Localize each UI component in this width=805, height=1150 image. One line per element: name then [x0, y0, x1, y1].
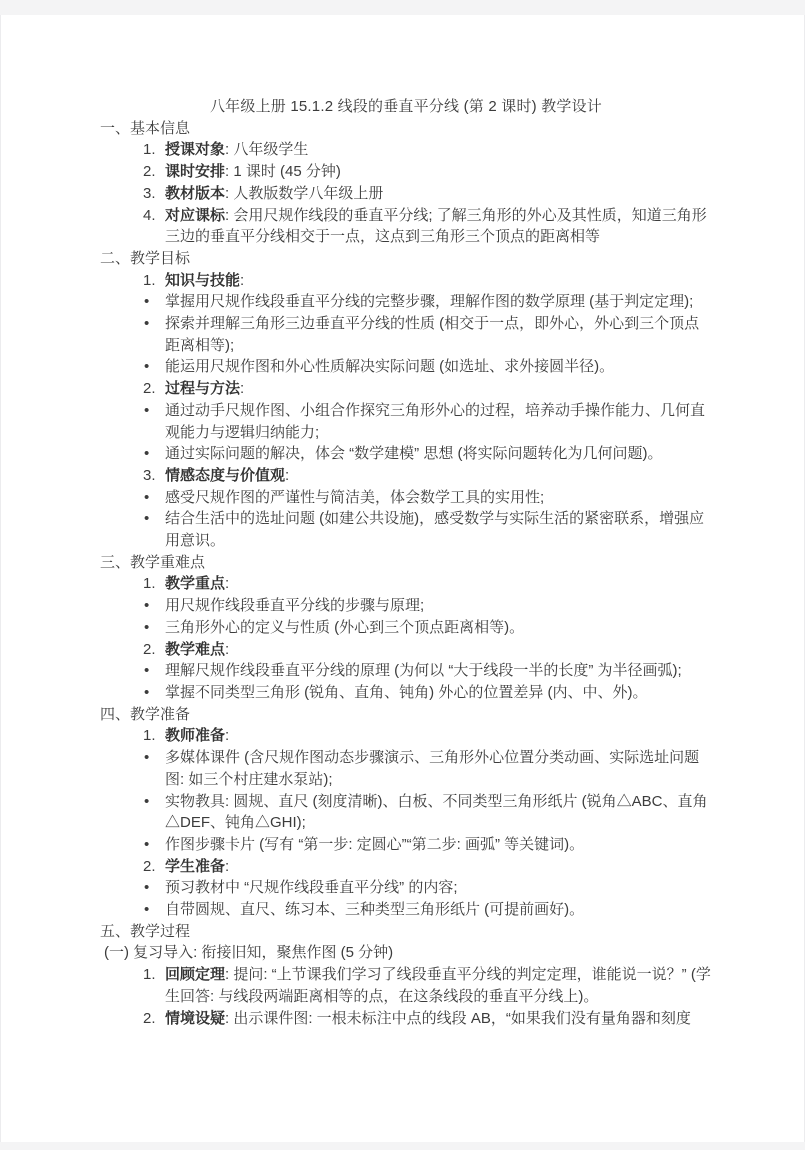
item-text: 能运用尺规作图和外心性质解决实际问题 (如选址、求外接圆半径)。: [165, 358, 615, 376]
item-label: 回顾定理: [165, 966, 226, 984]
bullet-icon: •: [144, 835, 150, 853]
item-label: 知识与技能: [165, 271, 241, 289]
item-label: 情境设疑: [165, 1009, 226, 1027]
item-text: :: [225, 857, 230, 875]
item-text: 实物教具: 圆规、直尺 (刻度清晰)、白板、不同类型三角形纸片 (锐角△ABC、直角△DEF、钝角△GHI);: [165, 792, 708, 832]
bullet-icon: •: [144, 618, 150, 636]
list-number: 2.: [143, 857, 156, 875]
list-number: 2.: [143, 1009, 156, 1027]
bullet-icon: •: [144, 315, 150, 333]
document-page: [0, 15, 805, 1142]
bullet-icon: •: [144, 683, 150, 701]
bullet-item: [100, 747, 712, 790]
numbered-item: [100, 856, 712, 878]
item-label: 情感态度与价值观: [165, 466, 286, 484]
numbered-item: [100, 139, 712, 161]
item-label: 对应课标: [165, 206, 226, 224]
item-label: 过程与方法: [165, 380, 241, 398]
bullet-icon: •: [144, 401, 150, 419]
item-text: 作图步骤卡片 (写有 “第一步: 定圆心”“第二步: 画弧” 等关键词)。: [165, 835, 585, 853]
item-text: : 提问: “上节课我们学习了线段垂直平分线的判定定理，谁能说一说？” (学生回答: 与线段两端距离相等的点，在这条线段的垂直平分线上)。: [165, 966, 711, 1005]
bullet-item: [100, 400, 712, 443]
item-label: 教学重点: [165, 575, 226, 593]
bullet-item: [100, 313, 712, 356]
numbered-item: [100, 270, 712, 292]
numbered-item: [100, 378, 712, 400]
item-label: 教师准备: [165, 727, 226, 745]
item-label: 学生准备: [165, 857, 226, 875]
document-content: [1, 15, 712, 1029]
section-heading: 三、教学重难点: [100, 553, 206, 571]
bullet-icon: •: [144, 445, 150, 463]
list-number: 1.: [143, 575, 156, 593]
bullet-item: [100, 617, 712, 639]
bullet-icon: •: [144, 792, 150, 810]
bullet-item: [100, 443, 712, 465]
numbered-item: [100, 639, 712, 661]
numbered-item: [100, 465, 712, 487]
numbered-item: [100, 573, 712, 595]
bullet-icon: •: [144, 510, 150, 528]
item-text: 结合生活中的选址问题 (如建公共设施)，感受数学与实际生活的紧密联系，增强应用意识。: [165, 510, 705, 550]
numbered-item: [100, 1008, 712, 1030]
page-title: 八年级上册 15.1.2 线段的垂直平分线 (第 2 课时) 教学设计: [209, 98, 603, 115]
item-text: : 出示课件图: 一根未标注中点的线段 AB，“如果我们没有量角器和刻度: [225, 1009, 691, 1027]
bullet-icon: •: [144, 879, 150, 897]
bullet-icon: •: [144, 662, 150, 680]
item-text: : 八年级学生: [225, 141, 309, 159]
item-text: 多媒体课件 (含尺规作图动态步骤演示、三角形外心位置分类动画、实际选址问题图: 如三个村庄建水泵站);: [165, 749, 700, 788]
bullet-item: [100, 356, 712, 378]
bullet-icon: •: [144, 749, 150, 767]
item-text: :: [285, 466, 290, 484]
item-text: 感受尺规作图的严谨性与简洁美，体会数学工具的实用性;: [165, 488, 545, 506]
subsection-heading: (一) 复习导入: 衔接旧知，聚焦作图 (5 分钟): [104, 944, 394, 962]
bullet-item: [100, 487, 712, 509]
item-text: 预习教材中 “尺规作线段垂直平分线” 的内容;: [165, 879, 458, 897]
bullet-item: [100, 834, 712, 856]
bullet-item: [100, 877, 712, 899]
bullet-icon: •: [144, 901, 150, 919]
bullet-item: [100, 508, 712, 551]
item-text: : 1 课时 (45 分钟): [225, 163, 341, 181]
bullet-item: [100, 595, 712, 617]
bullet-item: [100, 899, 712, 921]
section-heading: 四、教学准备: [100, 705, 191, 723]
list-number: 2.: [143, 640, 156, 658]
numbered-item: [100, 964, 712, 1007]
item-text: : 会用尺规作线段的垂直平分线; 了解三角形的外心及其性质，知道三角形三边的垂直平分线相交于一点，这点到三角形三个顶点的距离相等: [165, 206, 707, 246]
bullet-item: [100, 682, 712, 704]
numbered-item: [100, 725, 712, 747]
item-label: 教材版本: [165, 184, 226, 202]
item-text: :: [225, 640, 230, 658]
item-text: :: [240, 380, 245, 398]
section-heading: 一、基本信息: [100, 119, 191, 137]
list-number: 3.: [143, 466, 156, 484]
item-text: 理解尺规作线段垂直平分线的原理 (为何以 “大于线段一半的长度” 为半径画弧);: [165, 662, 682, 680]
item-text: 探索并理解三角形三边垂直平分线的性质 (相交于一点，即外心，外心到三个顶点距离相等);: [165, 315, 700, 354]
numbered-item: [100, 161, 712, 183]
list-number: 1.: [143, 966, 156, 984]
item-text: :: [240, 271, 245, 289]
bullet-icon: •: [144, 358, 150, 376]
item-text: :: [225, 727, 230, 745]
item-text: 三角形外心的定义与性质 (外心到三个顶点距离相等)。: [165, 618, 525, 636]
item-text: : 人教版数学八年级上册: [225, 184, 384, 202]
item-label: 课时安排: [165, 163, 226, 181]
list-number: 2.: [143, 380, 156, 398]
bullet-item: [100, 660, 712, 682]
list-number: 1.: [143, 141, 156, 159]
list-number: 4.: [143, 206, 156, 224]
bullet-icon: •: [144, 488, 150, 506]
section-heading: 二、教学目标: [100, 249, 191, 267]
list-number: 1.: [143, 271, 156, 289]
list-number: 2.: [143, 163, 156, 181]
blocks-container: [100, 118, 712, 1030]
item-label: 授课对象: [165, 141, 226, 159]
item-text: :: [225, 575, 230, 593]
item-label: 教学难点: [165, 640, 226, 658]
item-text: 自带圆规、直尺、练习本、三种类型三角形纸片 (可提前画好)。: [165, 901, 585, 919]
item-text: 用尺规作线段垂直平分线的步骤与原理;: [165, 597, 425, 615]
numbered-item: [100, 183, 712, 205]
list-number: 3.: [143, 184, 156, 202]
bullet-icon: •: [144, 293, 150, 311]
item-text: 通过动手尺规作图、小组合作探究三角形外心的过程，培养动手操作能力、几何直观能力与逻辑归纳能力;: [165, 401, 706, 441]
numbered-item: [100, 205, 712, 248]
bullet-item: [100, 291, 712, 313]
bullet-icon: •: [144, 597, 150, 615]
item-text: 掌握用尺规作线段垂直平分线的完整步骤，理解作图的数学原理 (基于判定定理);: [165, 293, 694, 311]
item-text: 掌握不同类型三角形 (锐角、直角、钝角) 外心的位置差异 (内、中、外)。: [165, 683, 648, 701]
item-text: 通过实际问题的解决，体会 “数学建模” 思想 (将实际问题转化为几何问题)。: [165, 445, 663, 463]
section-heading: 五、教学过程: [100, 922, 191, 940]
list-number: 1.: [143, 727, 156, 745]
bullet-item: [100, 791, 712, 834]
